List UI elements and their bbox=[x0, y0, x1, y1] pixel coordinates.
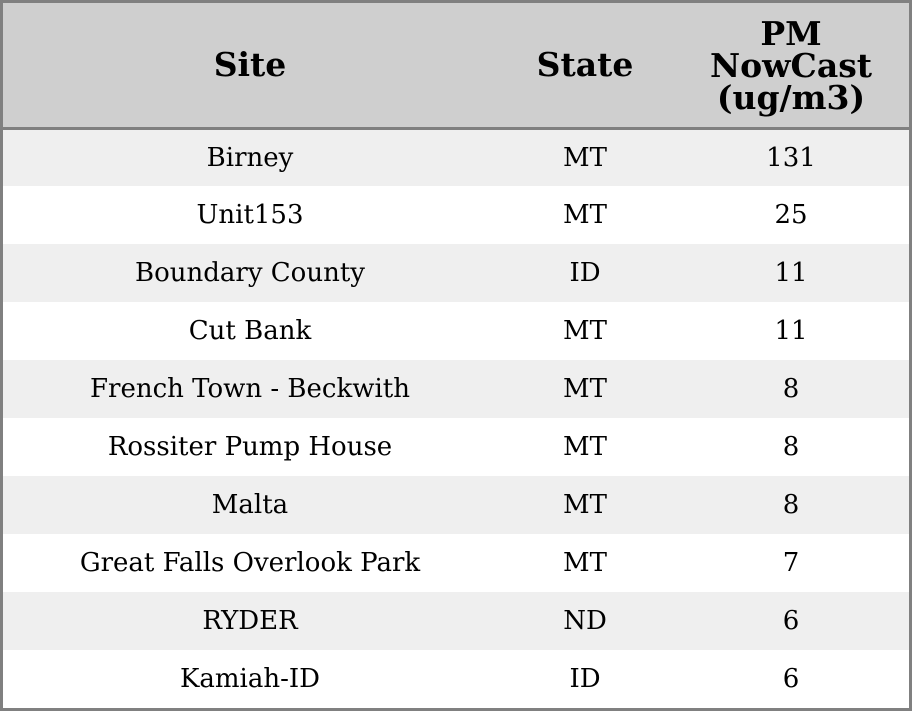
cell-site: Cut Bank bbox=[188, 316, 312, 346]
header-pm-nowcast bbox=[673, 3, 909, 128]
table-row bbox=[3, 534, 909, 592]
cell-pm: 11 bbox=[774, 316, 808, 346]
cell-state: MT bbox=[563, 200, 607, 230]
cell-site: Birney bbox=[206, 142, 294, 173]
header-pm-line-2: NowCast bbox=[709, 45, 873, 85]
table-row bbox=[3, 244, 909, 302]
cell-site: French Town - Beckwith bbox=[89, 374, 411, 404]
table-row bbox=[3, 476, 909, 534]
cell-state: MT bbox=[563, 316, 607, 346]
table-row bbox=[3, 302, 909, 360]
header-row bbox=[3, 3, 909, 128]
cell-state: ID bbox=[569, 258, 601, 288]
pm-nowcast-table bbox=[3, 3, 909, 708]
cell-site: Unit153 bbox=[196, 200, 304, 230]
cell-pm: 11 bbox=[774, 258, 808, 288]
table-row bbox=[3, 592, 909, 650]
cell-pm: 8 bbox=[782, 490, 800, 520]
cell-site: Great Falls Overlook Park bbox=[79, 548, 421, 578]
cell-site: RYDER bbox=[202, 606, 298, 636]
table-row bbox=[3, 128, 909, 186]
cell-state: MT bbox=[563, 374, 607, 404]
table-row bbox=[3, 186, 909, 244]
cell-pm: 7 bbox=[782, 548, 800, 578]
cell-state: ID bbox=[569, 664, 601, 694]
header-pm-line-3: (ug/m3) bbox=[716, 77, 866, 117]
header-state: State bbox=[497, 3, 673, 128]
cell-pm: 6 bbox=[782, 664, 800, 694]
table-row bbox=[3, 650, 909, 708]
cell-site: Boundary County bbox=[135, 258, 365, 288]
cell-state: MT bbox=[563, 548, 607, 578]
table-row bbox=[3, 418, 909, 476]
cell-pm: 6 bbox=[782, 606, 800, 636]
cell-state: ND bbox=[563, 606, 607, 636]
cell-state: MT bbox=[563, 142, 607, 173]
cell-site: Malta bbox=[211, 490, 289, 520]
cell-pm: 25 bbox=[774, 200, 808, 230]
cell-site: Rossiter Pump House bbox=[107, 432, 393, 462]
cell-pm: 8 bbox=[782, 432, 800, 462]
table-row bbox=[3, 360, 909, 418]
table-body bbox=[3, 128, 909, 708]
cell-site: Kamiah-ID bbox=[179, 664, 321, 694]
table-header bbox=[3, 3, 909, 128]
cell-pm: 131 bbox=[766, 142, 816, 173]
header-pm-line-1: PM bbox=[760, 13, 822, 53]
cell-state: MT bbox=[563, 432, 607, 462]
cell-pm: 8 bbox=[782, 374, 800, 404]
header-site: Site bbox=[3, 3, 497, 128]
cell-state: MT bbox=[563, 490, 607, 520]
